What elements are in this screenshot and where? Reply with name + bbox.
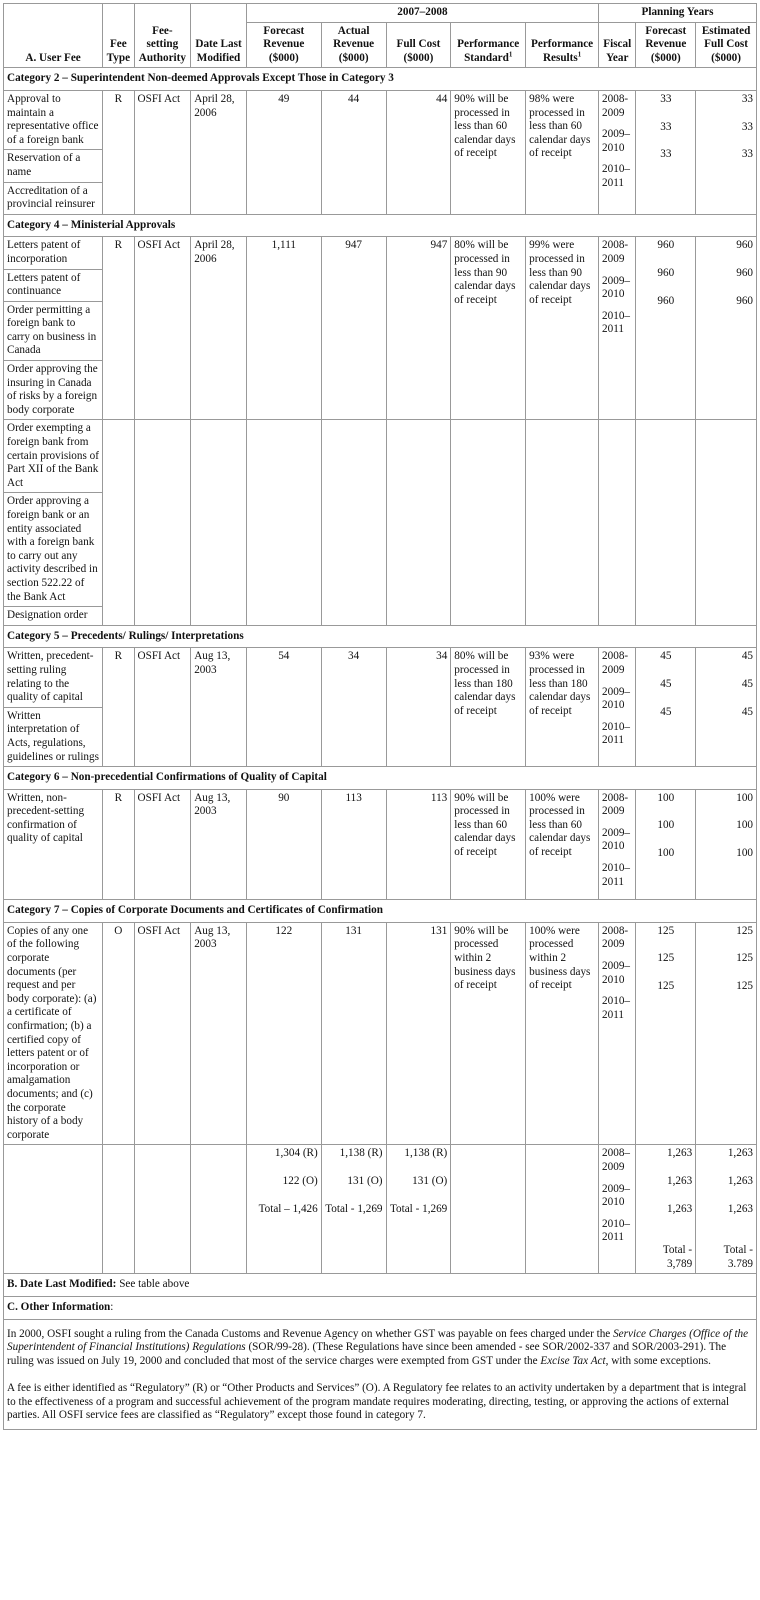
section-b-row [4,1274,757,1297]
plan-cost-value: 33 [741,92,753,105]
empty-cell [636,420,696,625]
category-row [4,648,757,767]
header-date-modified: Date Last Modified [191,4,247,68]
plan-forecast-value: 960 [657,294,675,307]
plan-forecast-value: 45 [660,677,672,690]
fiscal-year: 2009–2010 [602,960,630,986]
plan-forecast-value: 125 [657,952,675,965]
fee-name: Accreditation of a provincial reinsurer [7,184,95,211]
fiscal-year: 2008-2009 [602,239,629,265]
section-b: B. Date Last Modified: See table above [4,1274,757,1297]
gst-paragraph: In 2000, OSFI sought a ruling from the Canada Customs and Revenue Agency on whether GST was payable on fees charged under the Service Charges (Office of the Superintendent of Financial Institutions) Regulations (SOR/99-28). (These Regulations have since been amended - see SOR/2002-337 and SOR/2003-291). The ruling was issued on July 19, 2000 and concluded that most of the service charges were exempted from GST under the Excise Tax Act, with some exceptions. [7,1327,749,1367]
plan-forecast-value: 100 [657,846,675,859]
fiscal-year: 2008-2009 [602,924,629,951]
fee-name: Reservation of a name [4,150,102,182]
plan-cost [696,90,757,214]
plan-cost-value: 45 [741,705,753,718]
full-cost: 34 [386,648,451,767]
fiscal-year: 2009–2010 [602,274,630,301]
empty-cell [103,420,134,625]
plan-cost [696,922,757,1145]
performance-results: 93% were processed in less than 180 calendar days of receipt [526,648,599,767]
forecast-revenue: 90 [246,789,321,900]
fee-list [4,90,103,214]
fee-type: R [103,237,134,420]
full-cost: 44 [386,90,451,214]
fiscal-year: 2009–2010 [602,128,630,154]
section-c-body [4,1319,757,1430]
fiscal-year: 2010–2011 [602,163,630,189]
total-plan-cost: 1,263 1,263 1,263 Total - 3.789 [696,1145,757,1274]
fee-type: R [103,90,134,214]
fee-name: Written, non-precedent-setting confirmation of quality of capital [7,791,85,845]
fee-name: Designation order [7,609,88,622]
fee-name: Copies of any one of the following corporate documents (per request and per body corporate): (a) a certificate of confirmation; (b) a certified copy of letters patent or of incorporation or amalgamation documents; and (c) the corporate history of a body corporate [7,924,97,1141]
full-cost: 113 [386,789,451,900]
header-forecast-revenue: Forecast Revenue ($000) [246,22,321,68]
performance-results: 100% were processed in less than 60 calendar days of receipt [526,789,599,900]
plan-forecast [636,90,696,214]
category-header-row [4,900,757,923]
category-title: Category 2 – Superintendent Non-deemed Approvals Except Those in Category 3 [4,68,757,91]
performance-results: 98% were processed in less than 60 calendar days of receipt [526,90,599,214]
category-header-row [4,767,757,790]
category-title: Category 6 – Non-precedential Confirmations of Quality of Capital [4,767,757,790]
date-modified: Aug 13, 2003 [191,648,247,767]
plan-cost-value: 125 [736,980,753,993]
plan-cost-value: 100 [736,846,753,859]
plan-cost-value: 100 [736,791,753,804]
header-plan-cost: Estimated Full Cost ($000) [696,22,757,68]
total-full-cost: 1,138 (R) 131 (O) Total - 1,269 [386,1145,451,1274]
empty-cell [599,420,636,625]
plan-cost-value: 100 [736,819,753,832]
plan-forecast-value: 45 [660,650,672,663]
plan-forecast-value: 33 [660,148,672,161]
header-performance-results: Performance Results$^1$ [526,22,599,68]
category-header-row [4,68,757,91]
empty-cell [134,420,191,625]
header-fee-type: Fee Type [103,4,134,68]
header-user-fee: A. User Fee [4,4,103,68]
plan-cost [696,789,757,900]
fiscal-year: 2008-2009 [602,791,629,818]
fee-authority: OSFI Act [134,789,191,900]
fee-type: R [103,789,134,900]
plan-cost-value: 45 [741,677,753,690]
category-header-row [4,214,757,237]
empty-cell [451,420,526,625]
actual-revenue: 131 [321,922,386,1145]
actual-revenue: 113 [321,789,386,900]
header-actual-revenue: Actual Revenue ($000) [321,22,386,68]
fee-name: Letters patent of incorporation [4,237,102,269]
performance-standard: 80% will be processed in less than 180 calendar days of receipt [451,648,526,767]
fee-list [4,237,103,420]
forecast-revenue: 1,111 [246,237,321,420]
fiscal-year: 2009–2010 [602,826,630,853]
fee-name: Order permitting a foreign bank to carry on business in Canada [4,302,102,361]
category-row-continued [4,420,757,625]
fee-authority: OSFI Act [134,90,191,214]
plan-cost-value: 125 [736,952,753,965]
actual-revenue: 44 [321,90,386,214]
empty-cell [321,420,386,625]
empty-cell [696,420,757,625]
plan-forecast-value: 125 [657,924,675,937]
header-planning-years: Planning Years [599,4,757,23]
fee-type: O [103,922,134,1145]
section-c-row [4,1296,757,1319]
fee-list [4,420,103,625]
fee-list [4,789,103,900]
total-fiscal-years: 2008–2009 2009–2010 2010–2011 [599,1145,636,1274]
fee-list [4,648,103,767]
fiscal-year: 2010–2011 [602,862,630,888]
header-fiscal-year: Fiscal Year [599,22,636,68]
plan-forecast-value: 100 [657,791,675,804]
fiscal-year: 2009–2010 [602,685,630,712]
performance-standard: 80% will be processed in less than 90 calendar days of receipt [451,237,526,420]
plan-forecast-value: 45 [660,705,672,718]
fiscal-year: 2008-2009 [602,650,629,676]
total-plan-forecast: 1,263 1,263 1,263 Total - 3,789 [636,1145,696,1274]
fiscal-years [599,90,636,214]
category-title: Category 4 – Ministerial Approvals [4,214,757,237]
plan-cost-value: 33 [741,120,753,133]
performance-standard: 90% will be processed in less than 60 calendar days of receipt [451,90,526,214]
plan-forecast-value: 100 [657,819,675,832]
plan-forecast-value: 960 [657,239,675,252]
fee-authority: OSFI Act [134,922,191,1145]
empty-cell [246,420,321,625]
fiscal-year: 2010–2011 [602,309,630,336]
plan-cost-value: 33 [741,148,753,161]
category-row [4,922,757,1145]
fiscal-year: 2010–2011 [602,720,630,747]
fee-name: Approval to maintain a representative office of a foreign bank [4,91,102,150]
category-row [4,90,757,214]
category-title: Category 5 – Precedents/ Rulings/ Interpretations [4,625,757,648]
plan-forecast-value: 960 [657,266,675,279]
plan-forecast-value: 33 [660,120,672,133]
category-title: Category 7 – Copies of Corporate Documents and Certificates of Confirmation [4,900,757,923]
user-fees-table [3,3,757,1430]
actual-revenue: 947 [321,237,386,420]
plan-forecast-value: 33 [660,92,672,105]
empty-cell [191,420,247,625]
plan-cost-value: 125 [736,924,753,937]
date-modified: Aug 13, 2003 [191,922,247,1145]
plan-cost [696,648,757,767]
performance-standard: 90% will be processed in less than 60 calendar days of receipt [451,789,526,900]
plan-forecast [636,789,696,900]
forecast-revenue: 49 [246,90,321,214]
totals-row [4,1145,757,1274]
header-period: 2007–2008 [246,4,598,23]
fee-type: R [103,648,134,767]
header-full-cost: Full Cost ($000) [386,22,451,68]
total-forecast: 1,304 (R) 122 (O) Total – 1,426 [246,1145,321,1274]
fee-name: Order approving a foreign bank or an entity associated with a foreign bank to carry out any activity described in section 522.22 of the Bank Act [4,493,102,607]
full-cost: 947 [386,237,451,420]
fiscal-years [599,789,636,900]
fiscal-years [599,648,636,767]
plan-cost-value: 960 [736,239,753,252]
header-performance-standard: Performance Standard$^1$ [451,22,526,68]
performance-standard: 90% will be processed within 2 business days of receipt [451,922,526,1145]
plan-cost-value: 960 [736,266,753,279]
performance-results: 99% were processed in less than 90 calendar days of receipt [526,237,599,420]
empty-cell [526,420,599,625]
fee-authority: OSFI Act [134,237,191,420]
plan-forecast-value: 125 [657,980,675,993]
fee-name: Letters patent of continuance [4,270,102,302]
header-authority: Fee-setting Authority [134,4,191,68]
plan-cost-value: 960 [736,294,753,307]
full-cost: 131 [386,922,451,1145]
fee-name: Written, precedent-setting ruling relating to the quality of capital [4,648,102,707]
plan-forecast [636,648,696,767]
fee-name: Written interpretation of Acts, regulations, guidelines or rulings [7,709,99,763]
fee-type-paragraph: A fee is either identified as “Regulatory” (R) or “Other Products and Services” (O). A Regulatory fee relates to an activity undertaken by a department that is integral to the effectiveness of a program and successful achievement of the program mandate requires moderating, directing, testing, or approving the actions of external parties. All OSFI service fees are classified as “Regulatory” except those found in category 7. [7,1382,747,1422]
fiscal-years [599,922,636,1145]
total-actual: 1,138 (R) 131 (O) Total - 1,269 [321,1145,386,1274]
forecast-revenue: 54 [246,648,321,767]
forecast-revenue: 122 [246,922,321,1145]
performance-results: 100% were processed within 2 business days of receipt [526,922,599,1145]
fee-list [4,922,103,1145]
category-row [4,237,757,420]
date-modified: April 28, 2006 [191,90,247,214]
plan-forecast [636,237,696,420]
section-c-body-row [4,1319,757,1430]
fee-name: Order approving the insuring in Canada of risks by a foreign body corporate [7,363,98,416]
empty-cell [386,420,451,625]
fee-name: Order exempting a foreign bank from certain provisions of Part XII of the Bank Act [4,420,102,493]
plan-forecast [636,922,696,1145]
fee-authority: OSFI Act [134,648,191,767]
date-modified: April 28, 2006 [191,237,247,420]
header-plan-forecast: Forecast Revenue ($000) [636,22,696,68]
actual-revenue: 34 [321,648,386,767]
category-header-row [4,625,757,648]
fiscal-years [599,237,636,420]
fiscal-year: 2008-2009 [602,92,629,119]
category-row [4,789,757,900]
plan-cost-value: 45 [741,650,753,663]
fiscal-year: 2010–2011 [602,995,630,1021]
plan-cost [696,237,757,420]
date-modified: Aug 13, 2003 [191,789,247,900]
section-c-header: C. Other Information: [4,1296,757,1319]
